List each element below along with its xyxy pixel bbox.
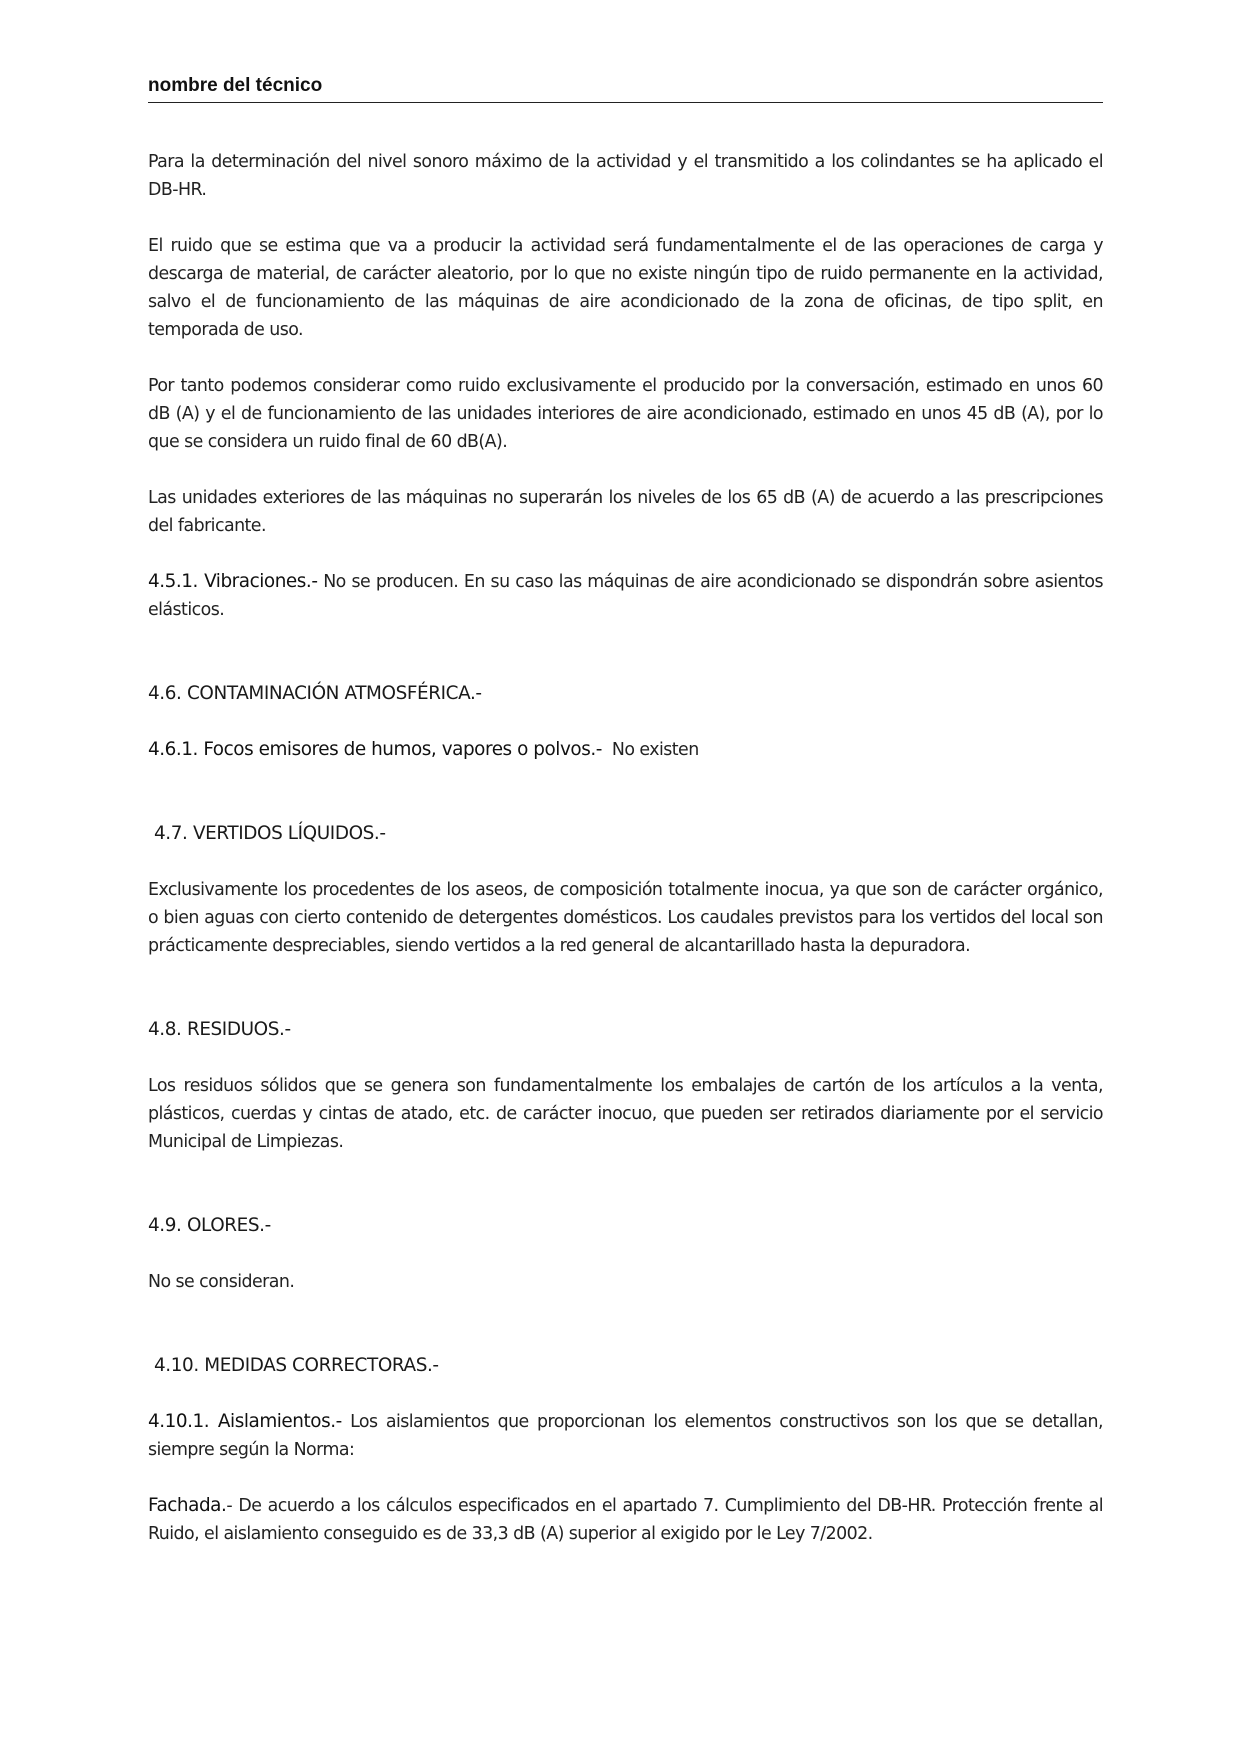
section-4-10-1-title: 4.10.1. Aislamientos.- bbox=[148, 1411, 342, 1432]
section-4-5-1-title: 4.5.1. Vibraciones.- bbox=[148, 571, 318, 592]
fachada-text: - De acuerdo a los cálculos especificados en el apartado 7. Cumplimiento del DB-HR. Protección frente al Ruido, el aislamiento conseguido es de 33,3 dB (A) superior al exigido por le Ley 7/2002. bbox=[148, 1496, 1103, 1544]
document-body bbox=[148, 148, 1103, 1576]
paragraph-ruido-conversacion: Por tanto podemos considerar como ruido exclusivamente el producido por la conversación, estimado en unos 60 dB (A) y el de funcionamiento de las unidades interiores de aire acondicionado, estimado en unos 45 dB (A), por lo que se considera un ruido final de 60 dB(A). bbox=[148, 376, 1103, 452]
header-title: nombre del técnico bbox=[148, 75, 323, 96]
paragraph-vertidos: Exclusivamente los procedentes de los aseos, de composición totalmente inocua, ya que son de carácter orgánico, o bien aguas con cierto contenido de detergentes domésticos. Los caudales previstos para los vertidos del local son prácticamente despreciables, siendo vertidos a la red general de alcantarillado hasta la depuradora. bbox=[148, 880, 1103, 956]
heading-4-6: 4.6. CONTAMINACIÓN ATMOSFÉRICA.- bbox=[148, 683, 482, 704]
section-4-6-1-text: No existen bbox=[601, 740, 699, 760]
section-4-6-1 bbox=[148, 736, 1103, 764]
section-4-6-1-title: 4.6.1. Focos emisores de humos, vapores o polvos.- bbox=[148, 739, 602, 760]
section-4-10-1-text: Los aislamientos que proporcionan los elementos constructivos son los que se detallan, siempre según la Norma: bbox=[148, 1412, 1103, 1460]
document-page bbox=[148, 0, 1103, 1755]
heading-4-8: 4.8. RESIDUOS.- bbox=[148, 1019, 291, 1040]
paragraph-residuos: Los residuos sólidos que se genera son fundamentalmente los embalajes de cartón de los artículos a la venta, plásticos, cuerdas y cintas de atado, etc. de carácter inocuo, que pueden ser retirados diariamente por el servicio Municipal de Limpiezas. bbox=[148, 1076, 1103, 1152]
paragraph-unidades-exteriores: Las unidades exteriores de las máquinas no superarán los niveles de los 65 dB (A) de acuerdo a las prescripciones del fabricante. bbox=[148, 488, 1103, 536]
page-header bbox=[148, 74, 1103, 103]
heading-4-9: 4.9. OLORES.- bbox=[148, 1215, 271, 1236]
section-4-5-1 bbox=[148, 568, 1103, 624]
fachada-title: Fachada. bbox=[148, 1495, 227, 1516]
paragraph-olores: No se consideran. bbox=[148, 1272, 295, 1292]
paragraph-db-hr: Para la determinación del nivel sonoro máximo de la actividad y el transmitido a los colindantes se ha aplicado el DB-HR. bbox=[148, 152, 1103, 200]
heading-4-7: 4.7. VERTIDOS LÍQUIDOS.- bbox=[154, 823, 386, 844]
paragraph-fachada bbox=[148, 1492, 1103, 1548]
section-4-10-1 bbox=[148, 1408, 1103, 1464]
paragraph-ruido-estimado: El ruido que se estima que va a producir la actividad será fundamentalmente el de las operaciones de carga y descarga de material, de carácter aleatorio, por lo que no existe ningún tipo de ruido permanente en la actividad, salvo el de funcionamiento de las máquinas de aire acondicionado de la zona de oficinas, de tipo split, en temporada de uso. bbox=[148, 236, 1103, 340]
heading-4-10: 4.10. MEDIDAS CORRECTORAS.- bbox=[154, 1355, 439, 1376]
section-4-5-1-text: No se producen. En su caso las máquinas de aire acondicionado se dispondrán sobre asientos elásticos. bbox=[148, 572, 1103, 620]
